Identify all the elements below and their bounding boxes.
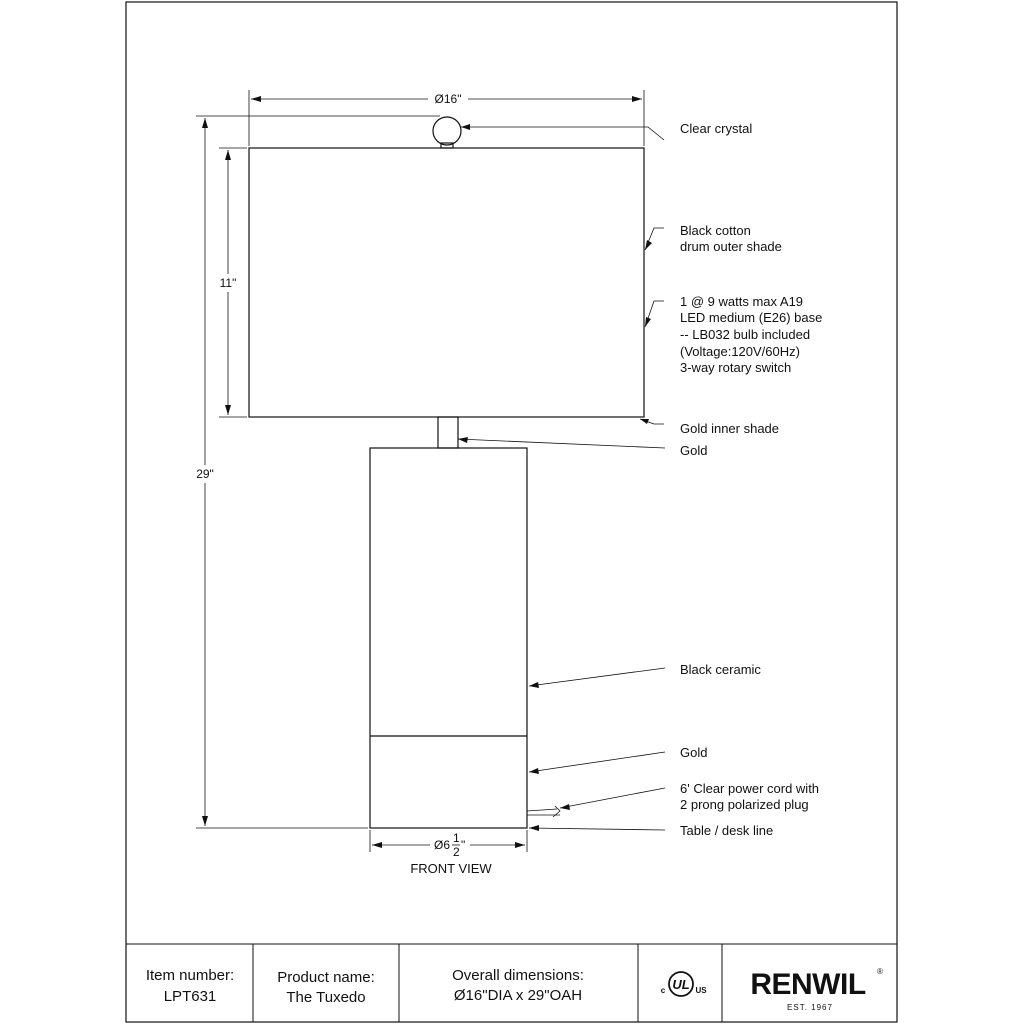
svg-text:RENWIL: RENWIL (750, 968, 866, 1001)
callout-inner-shade: Gold inner shade (680, 421, 780, 436)
callout-bulb-line2: LED medium (E26) base (680, 310, 823, 325)
svg-text:2: 2 (453, 845, 460, 859)
callout-bulb-line5: 3-way rotary switch (680, 360, 792, 375)
callout-bulb-line1: 1 @ 9 watts max A19 (680, 294, 804, 309)
renwil-logo (750, 967, 883, 1012)
callout-neck: Gold (680, 443, 708, 458)
lamp-neck (438, 417, 458, 448)
item-number-label: Item number: (145, 967, 235, 984)
callout-shade-line1: Black cotton (680, 223, 751, 238)
drum-shade (249, 148, 644, 417)
sheet-border (126, 2, 897, 1022)
callout-base-band: Gold (680, 745, 708, 760)
dim-shade-width: Ø16" (434, 92, 462, 106)
dim-shade-height: 11" (219, 276, 237, 290)
ceramic-body (370, 448, 527, 828)
view-label: FRONT VIEW (410, 861, 492, 876)
svg-text:UL: UL (672, 977, 690, 992)
callout-shade-line2: drum outer shade (680, 239, 782, 254)
svg-text:": " (461, 838, 466, 852)
product-name-value: The Tuxedo (286, 989, 366, 1006)
callout-bulb-line4: (Voltage:120V/60Hz) (680, 344, 800, 359)
overall-dimensions-value: Ø16"DIA x 29"OAH (453, 987, 583, 1004)
svg-text:c: c (660, 986, 666, 995)
product-name-label: Product name: (277, 969, 375, 986)
cul-us-certification-mark (661, 972, 707, 996)
callout-cord-line1: 6' Clear power cord with (680, 781, 820, 796)
svg-text:1: 1 (453, 831, 460, 845)
svg-text:Ø6: Ø6 (434, 838, 451, 852)
lamp-front-view (249, 117, 644, 828)
finial-crystal (433, 117, 461, 145)
overall-dimensions-label: Overall dimensions: (452, 967, 584, 984)
svg-text:US: US (695, 986, 707, 995)
callout-body: Black ceramic (680, 662, 761, 677)
callout-bulb-line3: -- LB032 bulb included (680, 327, 811, 342)
svg-text:®: ® (877, 967, 883, 976)
dimension-lines (190, 90, 644, 858)
callout-finial: Clear crystal (680, 121, 753, 136)
callout-table: Table / desk line (680, 823, 774, 838)
callout-cord-line2: 2 prong polarized plug (680, 797, 809, 812)
item-number-value: LPT631 (163, 988, 217, 1005)
power-cord (527, 806, 560, 817)
dim-overall-height: 29" (196, 467, 214, 481)
callout-leaders (458, 124, 665, 831)
svg-text:EST. 1967: EST. 1967 (787, 1003, 833, 1012)
